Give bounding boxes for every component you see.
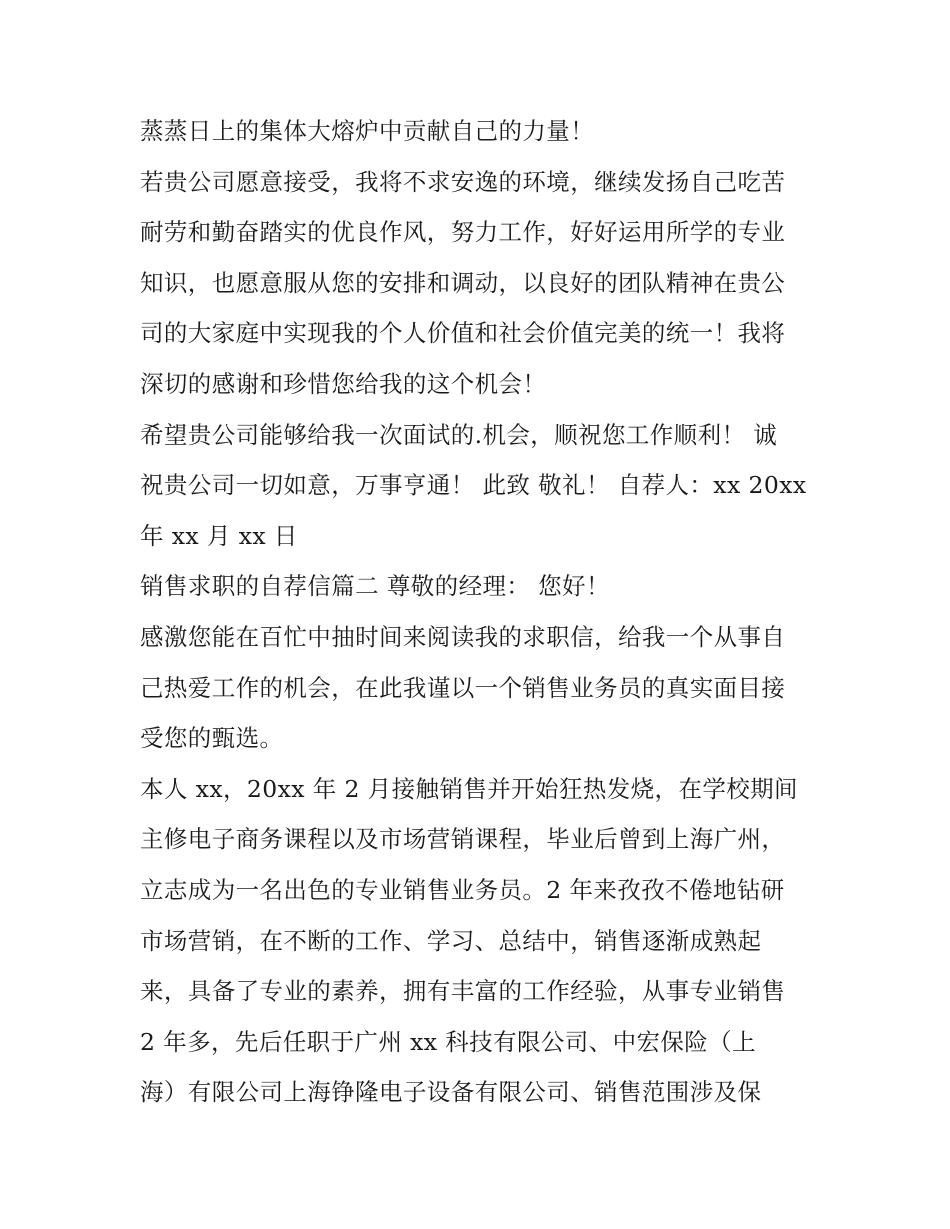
text-line: 立志成为一名出色的专业销售业务员。2 年来孜孜不倦地钻研 [140, 875, 785, 904]
text-line: 主修电子商务课程以及市场营销课程，毕业后曾到上海广州， [140, 825, 786, 854]
text-line: 深切的感谢和珍惜您给我的这个机会！ [140, 369, 547, 398]
text-line: 2 年多，先后任职于广州 xx 科技有限公司、中宏保险（上 [140, 1027, 756, 1056]
document-body [140, 108, 820, 1120]
text-line: 市场营销，在不断的工作、学习、总结中，销售逐渐成熟起 [140, 926, 762, 955]
text-line: 司的大家庭中实现我的个人价值和社会价值完美的统一！我将 [140, 319, 786, 348]
text-line: 若贵公司愿意接受，我将不求安逸的环境，继续发扬自己吃苦 [140, 167, 786, 196]
text-line: 感激您能在百忙中抽时间来阅读我的求职信，给我一个从事自 [140, 622, 786, 651]
text-line: 耐劳和勤奋踏实的优良作风，努力工作，好好运用所学的专业 [140, 218, 786, 247]
text-line: 知识，也愿意服从您的安排和调动，以良好的团队精神在贵公 [140, 268, 786, 297]
text-line: 来，具备了专业的素养，拥有丰富的工作经验，从事专业销售 [140, 977, 786, 1006]
text-line: 年 xx 月 xx 日 [140, 521, 298, 550]
text-line: 己热爱工作的机会，在此我谨以一个销售业务员的真实面目接 [140, 673, 786, 702]
text-line: 希望贵公司能够给我一次面试的.机会，顺祝您工作顺利！ 诚 [140, 420, 778, 449]
text-line: 受您的甄选。 [140, 724, 284, 753]
text-line: 本人 xx，20xx 年 2 月接触销售并开始狂热发烧，在学校期间 [140, 774, 798, 803]
text-line: 蒸蒸日上的集体大熔炉中贡献自己的力量！ [140, 117, 595, 145]
text-line: 祝贵公司一切如意，万事亨通！ 此致 敬礼！ 自荐人：xx 20xx [140, 471, 807, 500]
section-heading-line: 销售求职的自荐信篇二 尊敬的经理： 您好！ [140, 572, 610, 601]
text-line: 海）有限公司上海铮隆电子设备有限公司、销售范围涉及保 [140, 1078, 762, 1107]
